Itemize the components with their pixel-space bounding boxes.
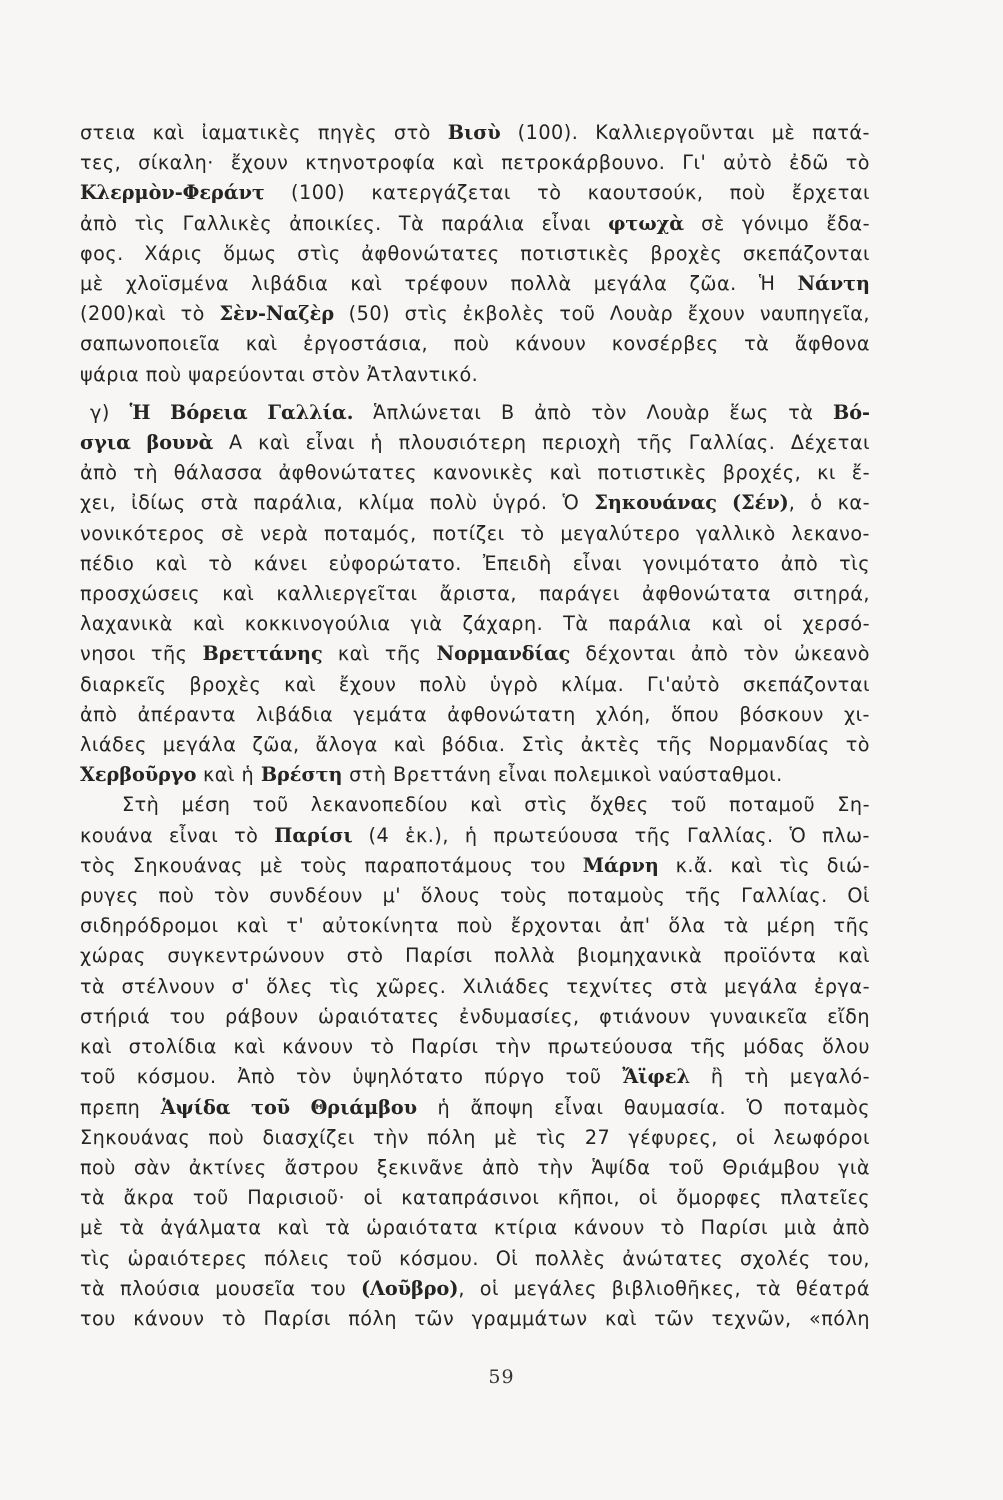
text-line: του κάνουν τὸ Παρίσι πόλη τῶν γραμμάτων καὶ τῶν τεχνῶν, «πόλη	[80, 1306, 870, 1330]
text-line: φος. Χάρις ὅμως στὶς ἀφθονώτατες ποτιστικὲς βροχὲς σκεπάζονται	[80, 241, 870, 265]
page-number: 59	[488, 1366, 515, 1388]
text-line: λαχανικὰ καὶ κοκκινογούλια γιὰ ζάχαρη. Τὰ παράλια καὶ οἱ χερσό-	[80, 612, 870, 636]
paragraph-first-line: Στὴ μέση τοῦ λεκανοπεδίου καὶ στὶς ὄχθες τοῦ ποταμοῦ Ση-	[122, 793, 870, 817]
text-line: σιδηρόδρομοι καὶ τ' αὐτοκίνητα ποὺ ἔρχονται ἀπ' ὅλα τὰ μέρη τῆς	[80, 914, 870, 938]
text-line: μὲ τὰ ἀγάλματα καὶ τὰ ὡραιότατα κτίρια κάνουν τὸ Παρίσι μιὰ ἀπὸ	[80, 1216, 870, 1240]
text-line: καὶ στολίδια καὶ κάνουν τὸ Παρίσι τὴν πρωτεύουσα τῆς μόδας ὅλου	[80, 1035, 870, 1059]
text-line: τες, σίκαλη· ἔχουν κτηνοτροφία καὶ πετροκάρβουνο. Γι' αὐτὸ ἐδῶ τὸ	[80, 151, 870, 175]
text-line: νησοι τῆς Βρεττάνης καὶ τῆς Νορμανδίας δέχονται ἀπὸ τὸν ὠκεανὸ	[80, 642, 870, 666]
text-line: σαπωνοποιεῖα καὶ ἐργοστάσια, ποὺ κάνουν κονσέρβες τὰ ἄφθονα	[80, 332, 870, 356]
text-line: τοῦ κόσμου. Ἀπὸ τὸν ὑψηλότατο πύργο τοῦ Ἄϊφελ ἢ τὴ μεγαλό-	[80, 1065, 870, 1089]
text-line: προσχώσεις καὶ καλλιεργεῖται ἄριστα, παράγει ἀφθονώτατα σιτηρά,	[80, 582, 870, 606]
text-line: ἀπὸ τὶς Γαλλικὲς ἀποικίες. Τὰ παράλια εἶναι φτωχὰ σὲ γόνιμο ἔδα-	[80, 211, 871, 235]
text-line: Σηκουάνας ποὺ διασχίζει τὴν πόλη μὲ τὶς 27 γέφυρες, οἱ λεωφόροι	[80, 1125, 870, 1149]
text-line: τὰ ἄκρα τοῦ Παρισιοῦ· οἱ καταπράσινοι κῆποι, οἱ ὄμορφες πλατεῖες	[80, 1186, 870, 1210]
text-line: στήριά του ράβουν ὡραιότατες ἐνδυμασίες, φτιάνουν γυναικεῖα εἴδη	[80, 1004, 870, 1028]
text-line: (200)καὶ τὸ Σὲν-Ναζὲρ (50) στὶς ἐκβολὲς τοῦ Λουὰρ ἔχουν ναυπηγεῖα,	[80, 302, 870, 326]
text-line: ψάρια ποὺ ψαρεύονται στὸν Ἀτλαντικό.	[80, 362, 479, 386]
text-line: πρεπη Ἁψίδα τοῦ Θριάμβου ἡ ἄποψη εἶναι θαυμασία. Ὁ ποταμὸς	[80, 1095, 870, 1119]
text-line: χώρας συγκεντρώνουν στὸ Παρίσι πολλὰ βιομηχανικὰ προϊόντα καὶ	[80, 944, 870, 968]
text-line: τὶς ὡραιότερες πόλεις τοῦ κόσμου. Οἱ πολλὲς ἀνώτατες σχολές του,	[80, 1246, 870, 1270]
text-line: μὲ χλοϊσμένα λιβάδια καὶ τρέφουν πολλὰ μεγάλα ζῶα. Ἡ Νάντη	[80, 272, 870, 296]
text-line: στεια καὶ ἰαματικὲς πηγὲς στὸ Βισὺ (100). Καλλιεργοῦνται μὲ πατά-	[80, 121, 870, 144]
text-line: τὰ πλούσια μουσεῖα του (Λοῦβρο), οἱ μεγάλες βιβλιοθῆκες, τὰ θέατρά	[80, 1276, 870, 1300]
section-heading-line: γ) Ἡ Βόρεια Γαλλία. Ἁπλώνεται Β ἀπὸ τὸν Λουὰρ ἕως τὰ Βό-	[90, 400, 871, 424]
text-line: νονικότερος σὲ νερὰ ποταμός, ποτίζει τὸ μεγαλύτερο γαλλικὸ λεκανο-	[80, 521, 870, 545]
text-line: ρυγες ποὺ τὸν συνδέουν μ' ὅλους τοὺς ποταμοὺς τῆς Γαλλίας. Οἱ	[80, 884, 870, 908]
text-line: λιάδες μεγάλα ζῶα, ἄλογα καὶ βόδια. Στὶς ἀκτὲς τῆς Νορμανδίας τὸ	[80, 733, 870, 757]
text-line: διαρκεῖς βροχὲς καὶ ἔχουν πολὺ ὑγρὸ κλίμα. Γι'αὐτὸ σκεπάζονται	[80, 672, 870, 696]
text-line: ποὺ σὰν ἀκτίνες ἄστρου ξεκινᾶνε ἀπὸ τὴν Ἁψίδα τοῦ Θριάμβου γιὰ	[80, 1155, 870, 1179]
text-line: πέδιο καὶ τὸ κάνει εὐφορώτατο. Ἐπειδὴ εἶναι γονιμότατο ἀπὸ τὶς	[80, 551, 870, 575]
text-line: ἀπὸ τὴ θάλασσα ἀφθονώτατες κανονικὲς καὶ ποτιστικὲς βροχές, κι ἔ-	[80, 461, 870, 485]
text-line: χει, ἰδίως στὰ παράλια, κλίμα πολὺ ὑγρό. Ὁ Σηκουάνας (Σέν), ὁ κα-	[80, 491, 871, 515]
text-line: κουάνα εἶναι τὸ Παρίσι (4 ἑκ.), ἡ πρωτεύουσα τῆς Γαλλίας. Ὁ πλω-	[80, 823, 870, 847]
text-line: τὸς Σηκουάνας μὲ τοὺς παραποτάμους του Μάρνη κ.ἄ. καὶ τὶς διώ-	[80, 853, 871, 877]
text-line: Χερβοῦργο καὶ ἡ Βρέστη στὴ Βρεττάνη εἶναι πολεμικοὶ ναύσταθμοι.	[80, 763, 783, 787]
text-line: ἀπὸ ἀπέραντα λιβάδια γεμάτα ἀφθονώτατη χλόη, ὅπου βόσκουν χι-	[80, 702, 870, 726]
text-line: τὰ στέλνουν σ' ὅλες τὶς χῶρες. Χιλιάδες τεχνίτες στὰ μεγάλα ἐργα-	[80, 974, 870, 998]
text-line: Κλερμὸν-Φεράντ (100) κατεργάζεται τὸ καουτσούκ, ποὺ ἔρχεται	[80, 181, 870, 205]
text-line: σγια βουνὰ Α καὶ εἶναι ἡ πλουσιότερη περιοχὴ τῆς Γαλλίας. Δέχεται	[80, 431, 870, 455]
page-body	[80, 118, 870, 1334]
